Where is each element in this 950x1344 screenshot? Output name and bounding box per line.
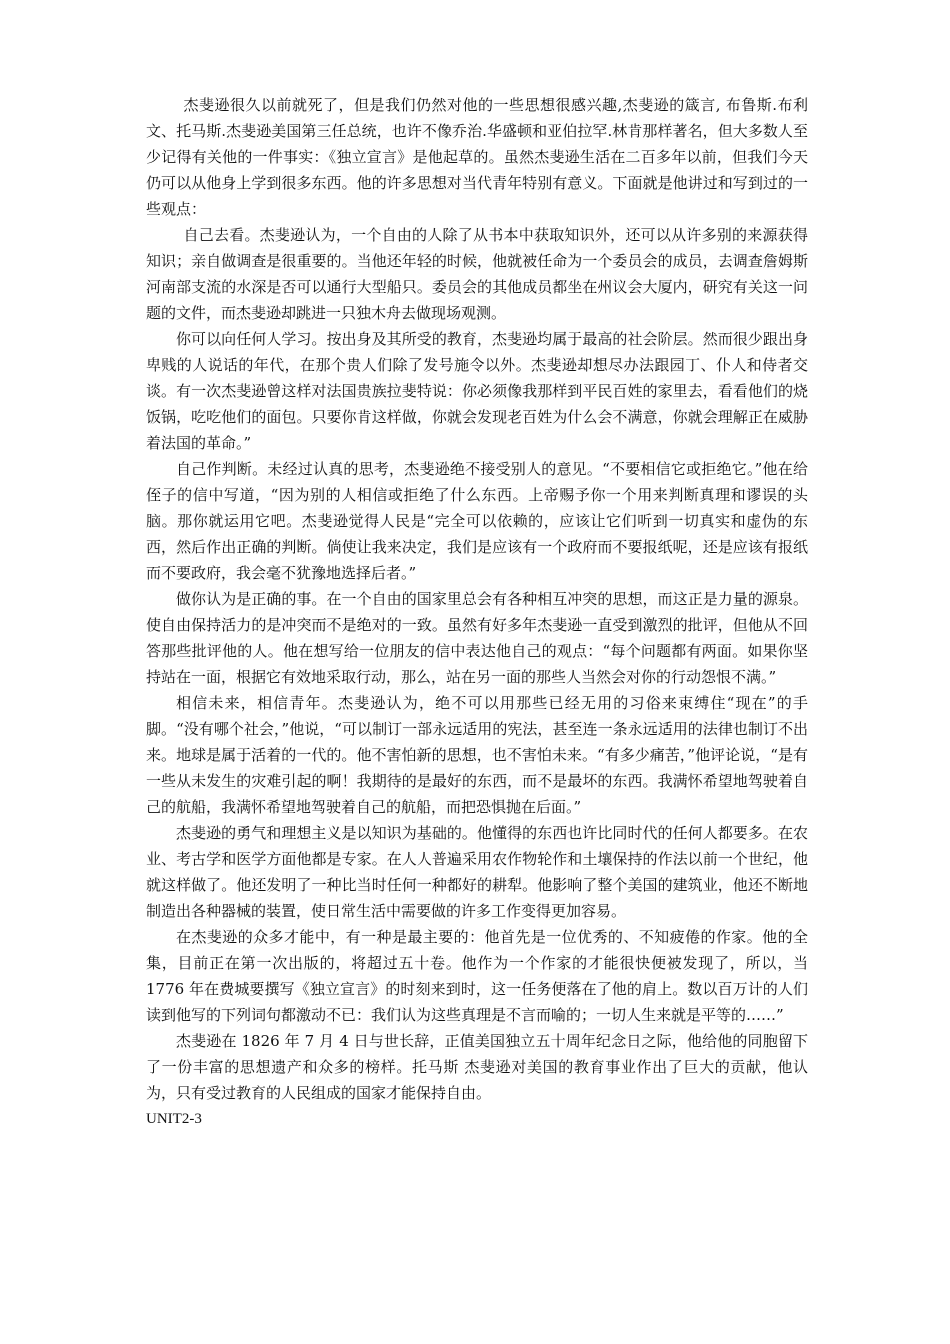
unit-label: UNIT2-3 <box>146 1111 202 1127</box>
paragraph-writer: 在杰斐逊的众多才能中，有一种是最主要的：他首先是一位优秀的、不知疲倦的作家。他的全集，目前正在第一次出版的，将超过五十卷。他作为一个作家的才能很快便被发现了，所以，当 1776 年在费城要撰写《独立宣言》的时刻来到时，这一任务便落在了他的肩上。数以百万计的人们读到他写的下列词句都激动不已：我们认为这些真理是不言而喻的；一切人生来就是平等的……” <box>146 928 808 1024</box>
paragraph-see-for-yourself: 自己去看。杰斐逊认为，一个自由的人除了从书本中获取知识外，还可以从许多别的来源获得知识；亲自做调查是很重要的。当他还年轻的时候，他就被任命为一个委员会的成员，去调查詹姆斯河南部支流的水深是否可以通行大型船只。委员会的其他成员都坐在州议会大厦内，研究有关这一问题的文件，而杰斐逊却跳进一只独木舟去做现场观测。 <box>146 226 808 322</box>
paragraph-believe-in-future: 相信未来，相信青年。杰斐逊认为，绝不可以用那些已经无用的习俗来束缚住“现在”的手脚。“没有哪个社会，”他说，“可以制订一部永远适用的宪法，甚至连一条永远适用的法律也制订不出来。地球是属于活着的一代的。他不害怕新的思想，也不害怕未来。“有多少痛苦，”他评论说，“是有一些从未发生的灾难引起的啊！我期待的是最好的东西，而不是最坏的东西。我满怀希望地驾驶着自己的航船，我满怀希望地驾驶着自己的航船，而把恐惧抛在后面。” <box>146 694 808 816</box>
paragraph-legacy: 杰斐逊在 1826 年 7 月 4 日与世长辞，正值美国独立五十周年纪念日之际，他给他的同胞留下了一份丰富的思想遗产和众多的榜样。托马斯 杰斐逊对美国的教育事业作出了巨大的贡献，他认为，只有受过教育的人民组成的国家才能保持自由。 <box>146 1032 808 1102</box>
paragraph-intro: 杰斐逊很久以前就死了，但是我们仍然对他的一些思想很感兴趣,杰斐逊的箴言, 布鲁斯.布利文、托马斯.杰斐逊美国第三任总统，也许不像乔治.华盛顿和亚伯拉罕.林肯那样著名，但大多数人至少记得有关他的一件事实：《独立宣言》是他起草的。虽然杰斐逊生活在二百多年以前，但我们今天仍可以从他身上学到很多东西。他的许多思想对当代青年特别有意义。下面就是他讲过和写到过的一些观点： <box>146 96 808 218</box>
paragraph-judge-for-yourself: 自己作判断。未经过认真的思考，杰斐逊绝不接受别人的意见。“不要相信它或拒绝它。”他在给侄子的信中写道，“因为别的人相信或拒绝了什么东西。上帝赐予你一个用来判断真理和谬误的头脑。那你就运用它吧。杰斐逊觉得人民是“完全可以依赖的，应该让它们听到一切真实和虚伪的东西，然后作出正确的判断。倘使让我来决定，我们是应该有一个政府而不要报纸呢，还是应该有报纸而不要政府，我会毫不犹豫地选择后者。” <box>146 460 808 582</box>
paragraph-learn-from-anyone: 你可以向任何人学习。按出身及其所受的教育，杰斐逊均属于最高的社会阶层。然而很少跟出身卑贱的人说话的年代，在那个贵人们除了发号施令以外。杰斐逊却想尽办法跟园丁、仆人和侍者交谈。有一次杰斐逊曾这样对法国贵族拉斐特说：你必须像我那样到平民百姓的家里去，看看他们的烧饭锅，吃吃他们的面包。只要你肯这样做，你就会发现老百姓为什么会不满意，你就会理解正在威胁着法国的革命。” <box>146 330 808 452</box>
document-body <box>146 92 808 1132</box>
paragraph-knowledge: 杰斐逊的勇气和理想主义是以知识为基础的。他懂得的东西也许比同时代的任何人都要多。在农业、考古学和医学方面他都是专家。在人人普遍采用农作物轮作和土壤保持的作法以前一个世纪，他就这样做了。他还发明了一种比当时任何一种都好的耕犁。他影响了整个美国的建筑业，他还不断地制造出各种器械的装置，使日常生活中需要做的许多工作变得更加容易。 <box>146 824 808 920</box>
paragraph-do-what-is-right: 做你认为是正确的事。在一个自由的国家里总会有各种相互冲突的思想，而这正是力量的源泉。使自由保持活力的是冲突而不是绝对的一致。虽然有好多年杰斐逊一直受到激烈的批评，但他从不回答那些批评他的人。他在想写给一位朋友的信中表达他自己的观点：“每个问题都有两面。如果你坚持站在一面，根据它有效地采取行动，那么，站在另一面的那些人当然会对你的行动怨恨不满。” <box>146 590 808 686</box>
